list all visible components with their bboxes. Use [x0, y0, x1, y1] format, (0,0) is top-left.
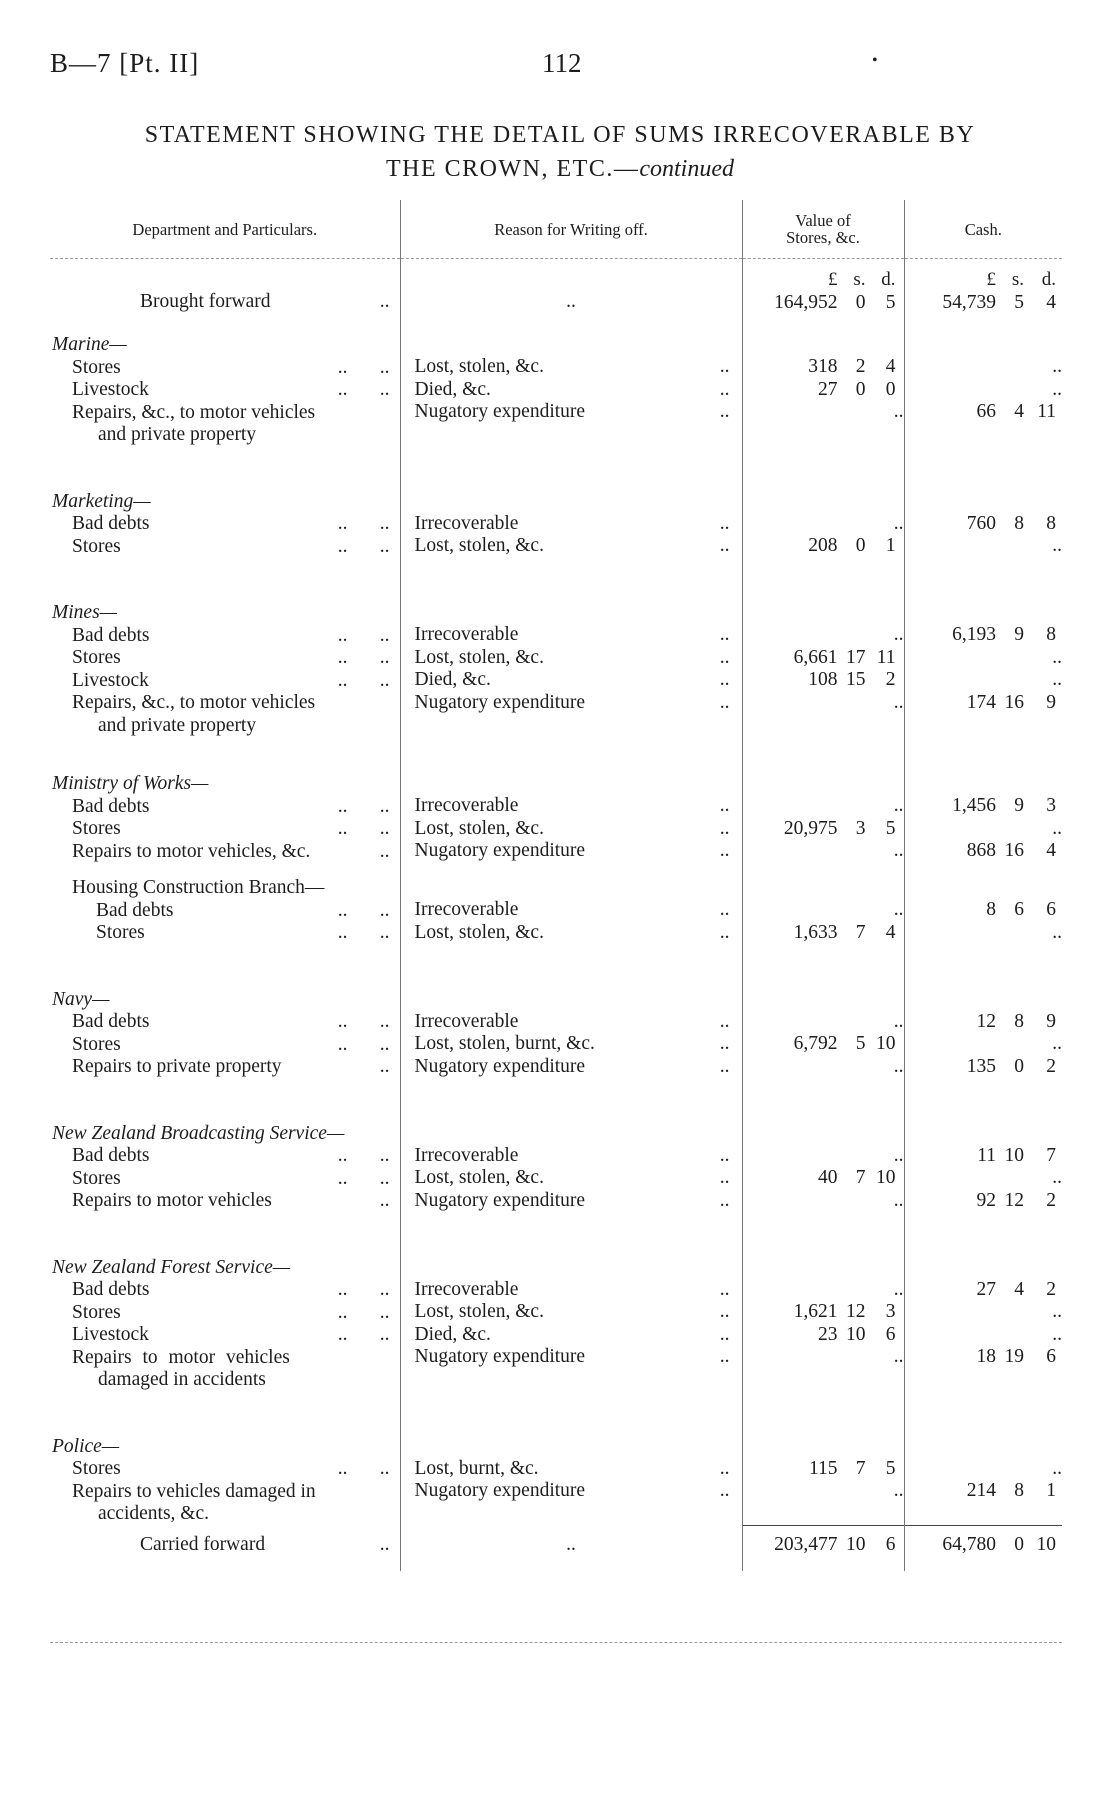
section-marketing: Marketing— Bad debts .. .. Stores .. .. Irrecoverable .. Lost, stolen, &c. .. .. 208 0 1 760 8 8 ..: [50, 447, 1062, 559]
carried-value: 203,477 10 6: [774, 1534, 896, 1555]
list-item: Repairs to motor vehicles: [72, 1346, 290, 1368]
list-item-continued: damaged in accidents: [98, 1369, 266, 1390]
value-cell: 6,661 17 11: [793, 646, 896, 668]
cash-cell: 760 8 8: [966, 512, 1056, 534]
cash-units: £ s. d.: [986, 269, 1056, 290]
section-mines: Mines— Bad debts .. .. Stores .. .. Livestock .. .. Repairs, &c., to motor vehicles and private property Irrecoverable .. Lost, stolen, &c. .. Died, &c. .. Nugatory expenditure .. .. 6,661 17 11 108 15 2 .. 6,193 9 8 .. .. 174 16 9: [50, 558, 1062, 737]
reason-cell: Died, &c. ..: [414, 1323, 730, 1345]
list-item: Stores .. ..: [72, 1167, 390, 1189]
value-cell: 23 10 6: [818, 1323, 896, 1345]
value-cell: 208 0 1: [808, 535, 896, 556]
subsection-heading: Housing Construction Branch—: [72, 877, 325, 898]
list-item: Stores .. ..: [72, 1301, 390, 1323]
title-continued: continued: [639, 156, 734, 182]
statement-table: [50, 200, 1062, 1571]
list-item: Bad debts .. ..: [72, 1011, 390, 1032]
list-item: Livestock .. ..: [72, 669, 390, 691]
title-line-2: THE CROWN, ETC.—continued: [386, 156, 734, 182]
reason-cell: Nugatory expenditure ..: [414, 1055, 730, 1077]
cash-cell: 135 0 2: [966, 1055, 1056, 1077]
list-item: Repairs to private property ..: [72, 1056, 390, 1077]
brought-forward-row: Brought forward .. .. £ s. d. 164,952 0 5 £ s. d. 54,739 5 4: [50, 259, 1062, 315]
carried-forward-row: Carried forward .. .. 203,477 10 6 64,780 0 10: [50, 1526, 1062, 1571]
value-cell: 27 0 0: [818, 378, 896, 400]
list-item: Repairs, &c., to motor vehicles: [72, 401, 316, 423]
reason-cell: Irrecoverable ..: [414, 1278, 730, 1300]
page-number: 112: [542, 48, 582, 78]
cash-cell: 214 8 1: [966, 1480, 1056, 1501]
list-item: Stores .. ..: [72, 356, 390, 378]
list-item: Bad debts .. ..: [72, 624, 390, 646]
cash-cell: 18 19 6: [976, 1346, 1056, 1367]
bottom-rule: [50, 1642, 1062, 1643]
reason-cell: Lost, stolen, burnt, &c. ..: [414, 1033, 730, 1054]
column-header-dept: Department and Particulars.: [50, 200, 400, 259]
list-item: Repairs to vehicles damaged in: [72, 1480, 316, 1502]
section-heading: New Zealand Broadcasting Service—: [52, 1122, 345, 1144]
list-item: Stores .. ..: [72, 1033, 390, 1055]
section-heading: Navy—: [52, 988, 110, 1010]
title-line-1: STATEMENT SHOWING THE DETAIL OF SUMS IRRECOVERABLE BY: [144, 122, 976, 148]
reason-cell: Irrecoverable ..: [414, 1144, 730, 1166]
reason-cell: Nugatory expenditure ..: [414, 401, 730, 422]
value-cell: 318 2 4: [808, 356, 896, 377]
list-item: Stores .. ..: [72, 535, 390, 557]
list-item-continued: and private property: [98, 424, 257, 445]
reason-cell: Nugatory expenditure ..: [414, 1346, 730, 1367]
cash-cell: 174 16 9: [966, 691, 1056, 713]
cash-cell: 11 10 7: [977, 1144, 1056, 1166]
table-header-row: [50, 200, 1062, 259]
cash-cell: 6,193 9 8: [952, 624, 1056, 645]
value-cell: 108 15 2: [808, 669, 896, 690]
reason-cell: Lost, burnt, &c. ..: [414, 1457, 730, 1479]
page-mark: •: [872, 52, 878, 69]
brought-forward-label: Brought forward ..: [140, 291, 390, 312]
section-police: Police— Stores .. .. Repairs to vehicles damaged in accidents, &c. Lost, burnt, &c. .. Nugatory expenditure .. 115 7 5 .. .. 214 8 1: [50, 1392, 1062, 1526]
section-heading: Mines—: [52, 602, 117, 623]
list-item: Bad debts .. ..: [72, 1145, 390, 1166]
page-header: [50, 48, 890, 88]
page-title: [40, 118, 1080, 186]
reason-cell: Nugatory expenditure ..: [414, 1480, 730, 1501]
list-item: Bad debts .. ..: [72, 513, 390, 534]
list-item: Livestock .. ..: [72, 379, 390, 400]
brought-cash: 54,739 5 4: [942, 291, 1056, 313]
list-item: Stores .. ..: [72, 1458, 390, 1479]
section-heading: Marine—: [52, 334, 127, 355]
value-cell: 6,792 5 10: [793, 1033, 896, 1054]
cash-cell: 8 6 6: [986, 899, 1056, 920]
value-cell: 20,975 3 5: [783, 817, 896, 839]
carried-forward-label: Carried forward ..: [140, 1533, 390, 1555]
reason-cell: Lost, stolen, &c. ..: [414, 1301, 730, 1322]
reason-cell: Lost, stolen, &c. ..: [414, 817, 730, 839]
reason-cell: Died, &c. ..: [414, 378, 730, 400]
value-cell: 1,633 7 4: [793, 921, 896, 943]
list-item: Repairs, &c., to motor vehicles: [72, 692, 316, 713]
list-item: Repairs to motor vehicles, &c. ..: [72, 840, 390, 862]
cash-cell: 92 12 2: [976, 1189, 1056, 1211]
value-cell: 1,621 12 3: [793, 1301, 896, 1322]
value-cell: 115 7 5: [808, 1457, 896, 1479]
reason-cell: Lost, stolen, &c. ..: [414, 646, 730, 668]
section-heading: Marketing—: [52, 490, 151, 512]
cash-cell: 12 8 9: [976, 1010, 1056, 1032]
list-item: Stores .. ..: [96, 922, 390, 943]
column-header-cash: Cash.: [904, 200, 1062, 259]
cash-cell: 27 4 2: [976, 1278, 1056, 1300]
reason-cell: Irrecoverable ..: [414, 899, 730, 920]
section-broadcasting: New Zealand Broadcasting Service— Bad debts .. .. Stores .. .. Repairs to motor vehicles .. Irrecoverable .. Lost, stolen, &c. .. Nugatory expenditure .. .. 40 7 10 .. 11 10 7 .. 92 12 2: [50, 1079, 1062, 1213]
brought-value: 164,952 0 5: [774, 291, 896, 313]
value-units: £ s. d.: [828, 269, 896, 290]
section-ministry-of-works: Ministry of Works— Bad debts .. .. Stores .. .. Repairs to motor vehicles, &c. .. Housing Construction Branch— Bad debts .. .. Stores .. .. Irrecoverable .. Lost, stolen, &c. .. Nugatory expenditure .. Irrecoverable .. Lost, stolen, &c. .. .. 20,975 3 5 .. .. 1,633 7 4 1,456 9 3 .. 868 16 4 8 6 6 ..: [50, 737, 1062, 945]
list-item: Livestock .. ..: [72, 1324, 390, 1345]
section-forest-service: New Zealand Forest Service— Bad debts .. .. Stores .. .. Livestock .. .. Repairs to motor vehicles damaged in accidents Irrecoverable .. Lost, stolen, &c. .. Died, &c. .. Nugatory expenditure .. .. 1,621 12 3 23 10 6 .. 27 4 2 .. .. 18 19 6: [50, 1213, 1062, 1392]
cash-cell: 868 16 4: [966, 840, 1056, 861]
cash-cell: 1,456 9 3: [952, 795, 1056, 816]
reason-cell: Lost, stolen, &c. ..: [414, 356, 730, 377]
cash-cell: 66 4 11: [976, 401, 1056, 422]
reason-cell: Irrecoverable ..: [414, 1010, 730, 1032]
section-navy: Navy— Bad debts .. .. Stores .. .. Repairs to private property .. Irrecoverable .. Lost, stolen, burnt, &c. .. Nugatory expenditure .. .. 6,792 5 10 .. 12 8 9 .. 135 0 2: [50, 945, 1062, 1079]
value-cell: 40 7 10: [818, 1167, 896, 1188]
section-marine: Marine— Stores .. .. Livestock .. .. Repairs, &c., to motor vehicles and private property Lost, stolen, &c. .. Died, &c. .. Nugatory expenditure .. 318 2 4 27 0 0 .. .. .. 66 4 11: [50, 314, 1062, 447]
reason-cell: Irrecoverable ..: [414, 512, 730, 534]
reason-cell: Irrecoverable ..: [414, 624, 730, 645]
list-item-continued: and private property: [98, 714, 257, 736]
list-item: Bad debts .. ..: [72, 795, 390, 817]
list-item: Bad debts .. ..: [96, 899, 390, 921]
column-header-reason: Reason for Writing off.: [400, 200, 742, 259]
section-heading: New Zealand Forest Service—: [52, 1256, 291, 1278]
list-item: Stores .. ..: [72, 818, 390, 839]
section-heading: Police—: [52, 1435, 120, 1457]
reason-cell: Lost, stolen, &c. ..: [414, 921, 730, 943]
list-item: Repairs to motor vehicles ..: [72, 1190, 390, 1211]
reason-cell: Lost, stolen, &c. ..: [414, 535, 730, 556]
reason-cell: Nugatory expenditure ..: [414, 1189, 730, 1211]
reason-cell: Irrecoverable ..: [414, 795, 730, 816]
reason-cell: Nugatory expenditure ..: [414, 840, 730, 861]
list-item: Bad debts .. ..: [72, 1279, 390, 1300]
carried-cash: 64,780 0 10: [942, 1534, 1056, 1555]
document-reference: B—7 [Pt. II]: [50, 48, 200, 78]
list-item: Stores .. ..: [72, 647, 390, 668]
reason-cell: Died, &c. ..: [414, 669, 730, 690]
reason-cell: Nugatory expenditure ..: [414, 691, 730, 713]
list-item-continued: accidents, &c.: [98, 1503, 209, 1524]
section-heading: Ministry of Works—: [52, 773, 209, 794]
column-header-value: Value of Stores, &c.: [742, 200, 904, 259]
reason-cell: Lost, stolen, &c. ..: [414, 1167, 730, 1188]
